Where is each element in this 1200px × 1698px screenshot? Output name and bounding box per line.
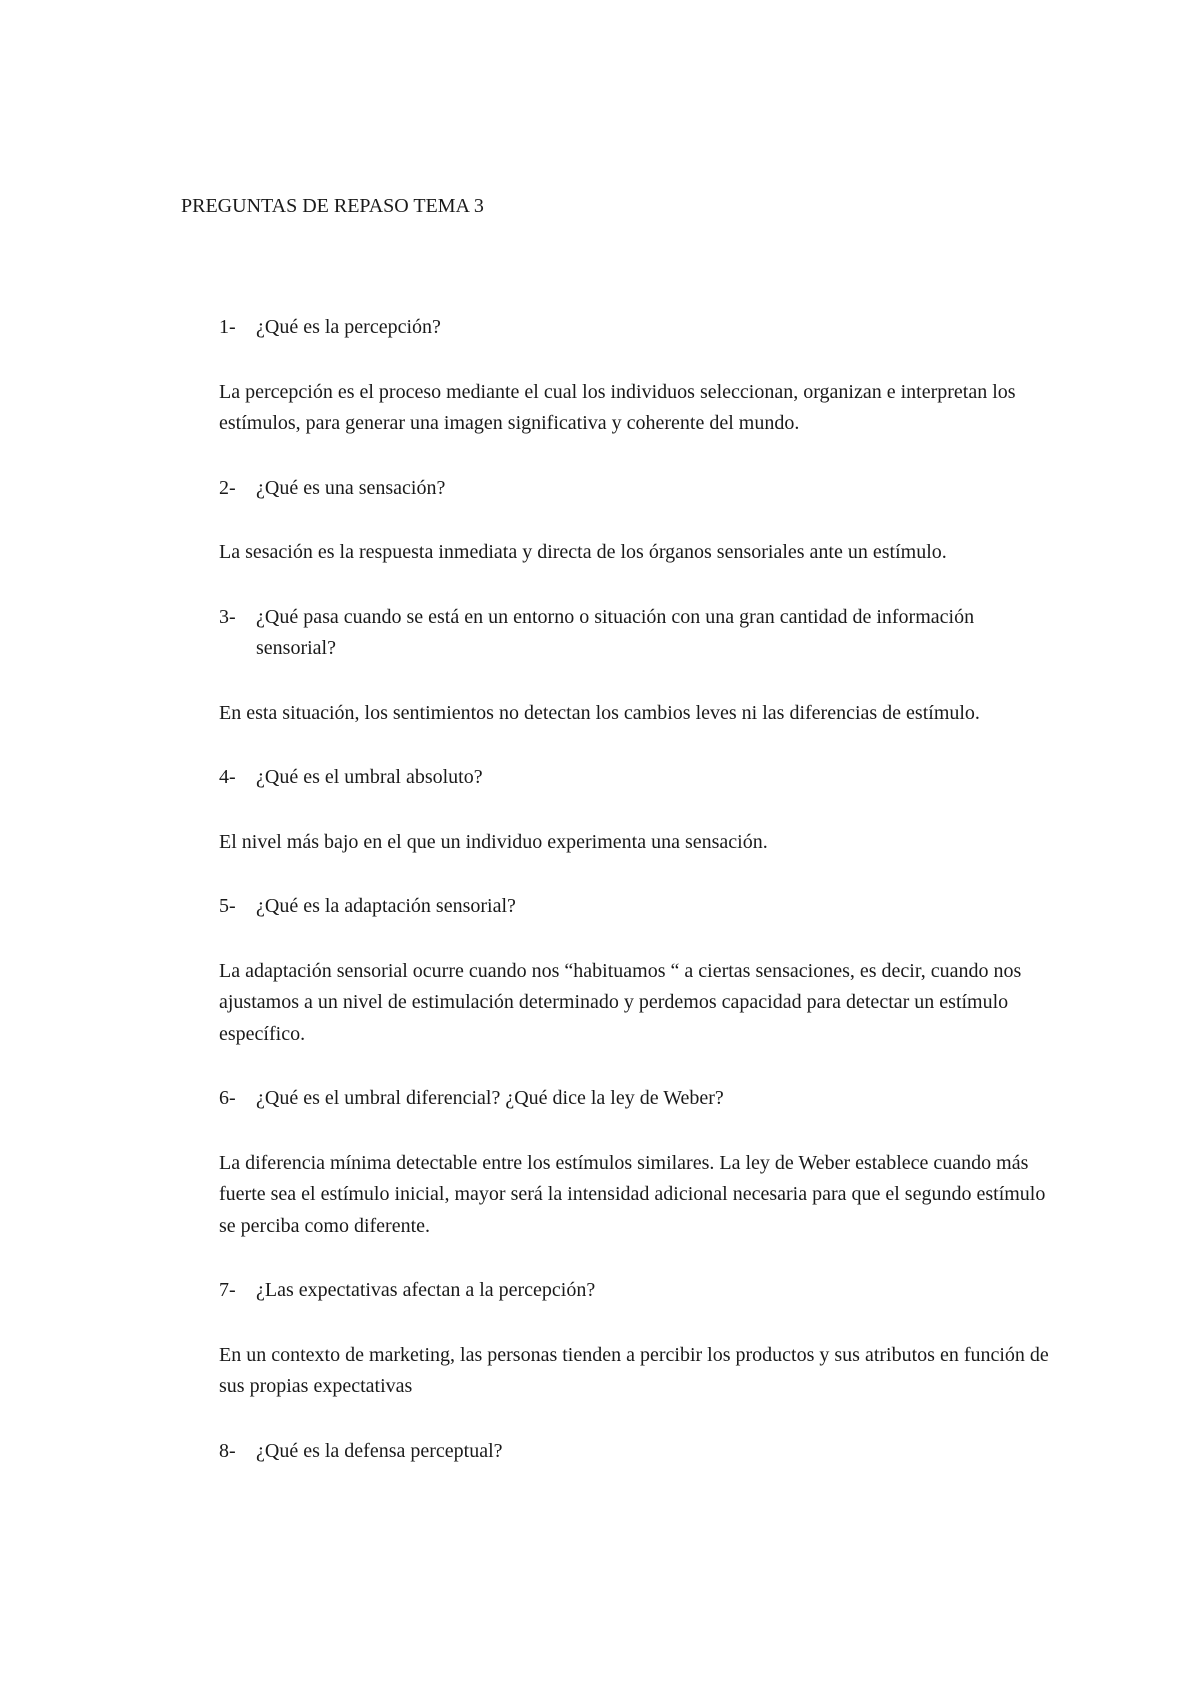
answer-5: La adaptación sensorial ocurre cuando nos “habituamos “ a ciertas sensaciones, es decir, cuando nos ajustamos a un nivel de estimulación determinado y perdemos capacidad para detectar un estímulo específico.	[219, 959, 1022, 1045]
question-text: ¿Qué es la defensa perceptual?	[256, 1439, 503, 1462]
document-title: PREGUNTAS DE REPASO TEMA 3	[181, 195, 484, 217]
answer-1: La percepción es el proceso mediante el cual los individuos seleccionan, organizan e interpretan los estímulos, para generar una imagen significativa y coherente del mundo.	[219, 380, 1016, 434]
question-4	[219, 762, 1059, 794]
question-5	[219, 891, 1059, 923]
question-6	[219, 1083, 1059, 1115]
question-text: ¿Qué es el umbral diferencial? ¿Qué dice la ley de Weber?	[256, 1087, 724, 1109]
question-number: 2-	[219, 476, 236, 499]
question-number: 4-	[219, 766, 236, 788]
question-number: 3-	[219, 605, 236, 628]
question-answer-list	[219, 312, 1059, 1500]
question-number: 7-	[219, 1279, 236, 1301]
answer-4: El nivel más bajo en el que un individuo experimenta una sensación.	[219, 830, 768, 853]
question-number: 6-	[219, 1087, 236, 1109]
question-text: ¿Qué es la percepción?	[256, 316, 441, 338]
question-text: ¿Las expectativas afectan a la percepción?	[256, 1279, 596, 1301]
question-3	[219, 602, 1059, 665]
question-1	[219, 312, 1059, 344]
question-text: ¿Qué pasa cuando se está en un entorno o situación con una gran cantidad de información sensorial?	[256, 605, 975, 659]
question-number: 5-	[219, 895, 236, 917]
question-8	[219, 1436, 1059, 1468]
question-text: ¿Qué es el umbral absoluto?	[256, 766, 483, 788]
question-number: 8-	[219, 1439, 236, 1462]
answer-3: En esta situación, los sentimientos no detectan los cambios leves ni las diferencias de estímulo.	[219, 701, 980, 724]
answer-2: La sesación es la respuesta inmediata y directa de los órganos sensoriales ante un estímulo.	[219, 541, 947, 563]
question-text: ¿Qué es la adaptación sensorial?	[256, 895, 516, 917]
question-number: 1-	[219, 316, 236, 338]
question-text: ¿Qué es una sensación?	[256, 476, 446, 499]
answer-6: La diferencia mínima detectable entre los estímulos similares. La ley de Weber establece cuando más fuerte sea el estímulo inicial, mayor será la intensidad adicional necesaria para que el segundo estímulo se perciba como diferente.	[219, 1151, 1046, 1237]
question-7	[219, 1275, 1059, 1307]
answer-7: En un contexto de marketing, las personas tienden a percibir los productos y sus atributos en función de sus propias expectativas	[219, 1343, 1049, 1397]
question-2	[219, 473, 1059, 505]
